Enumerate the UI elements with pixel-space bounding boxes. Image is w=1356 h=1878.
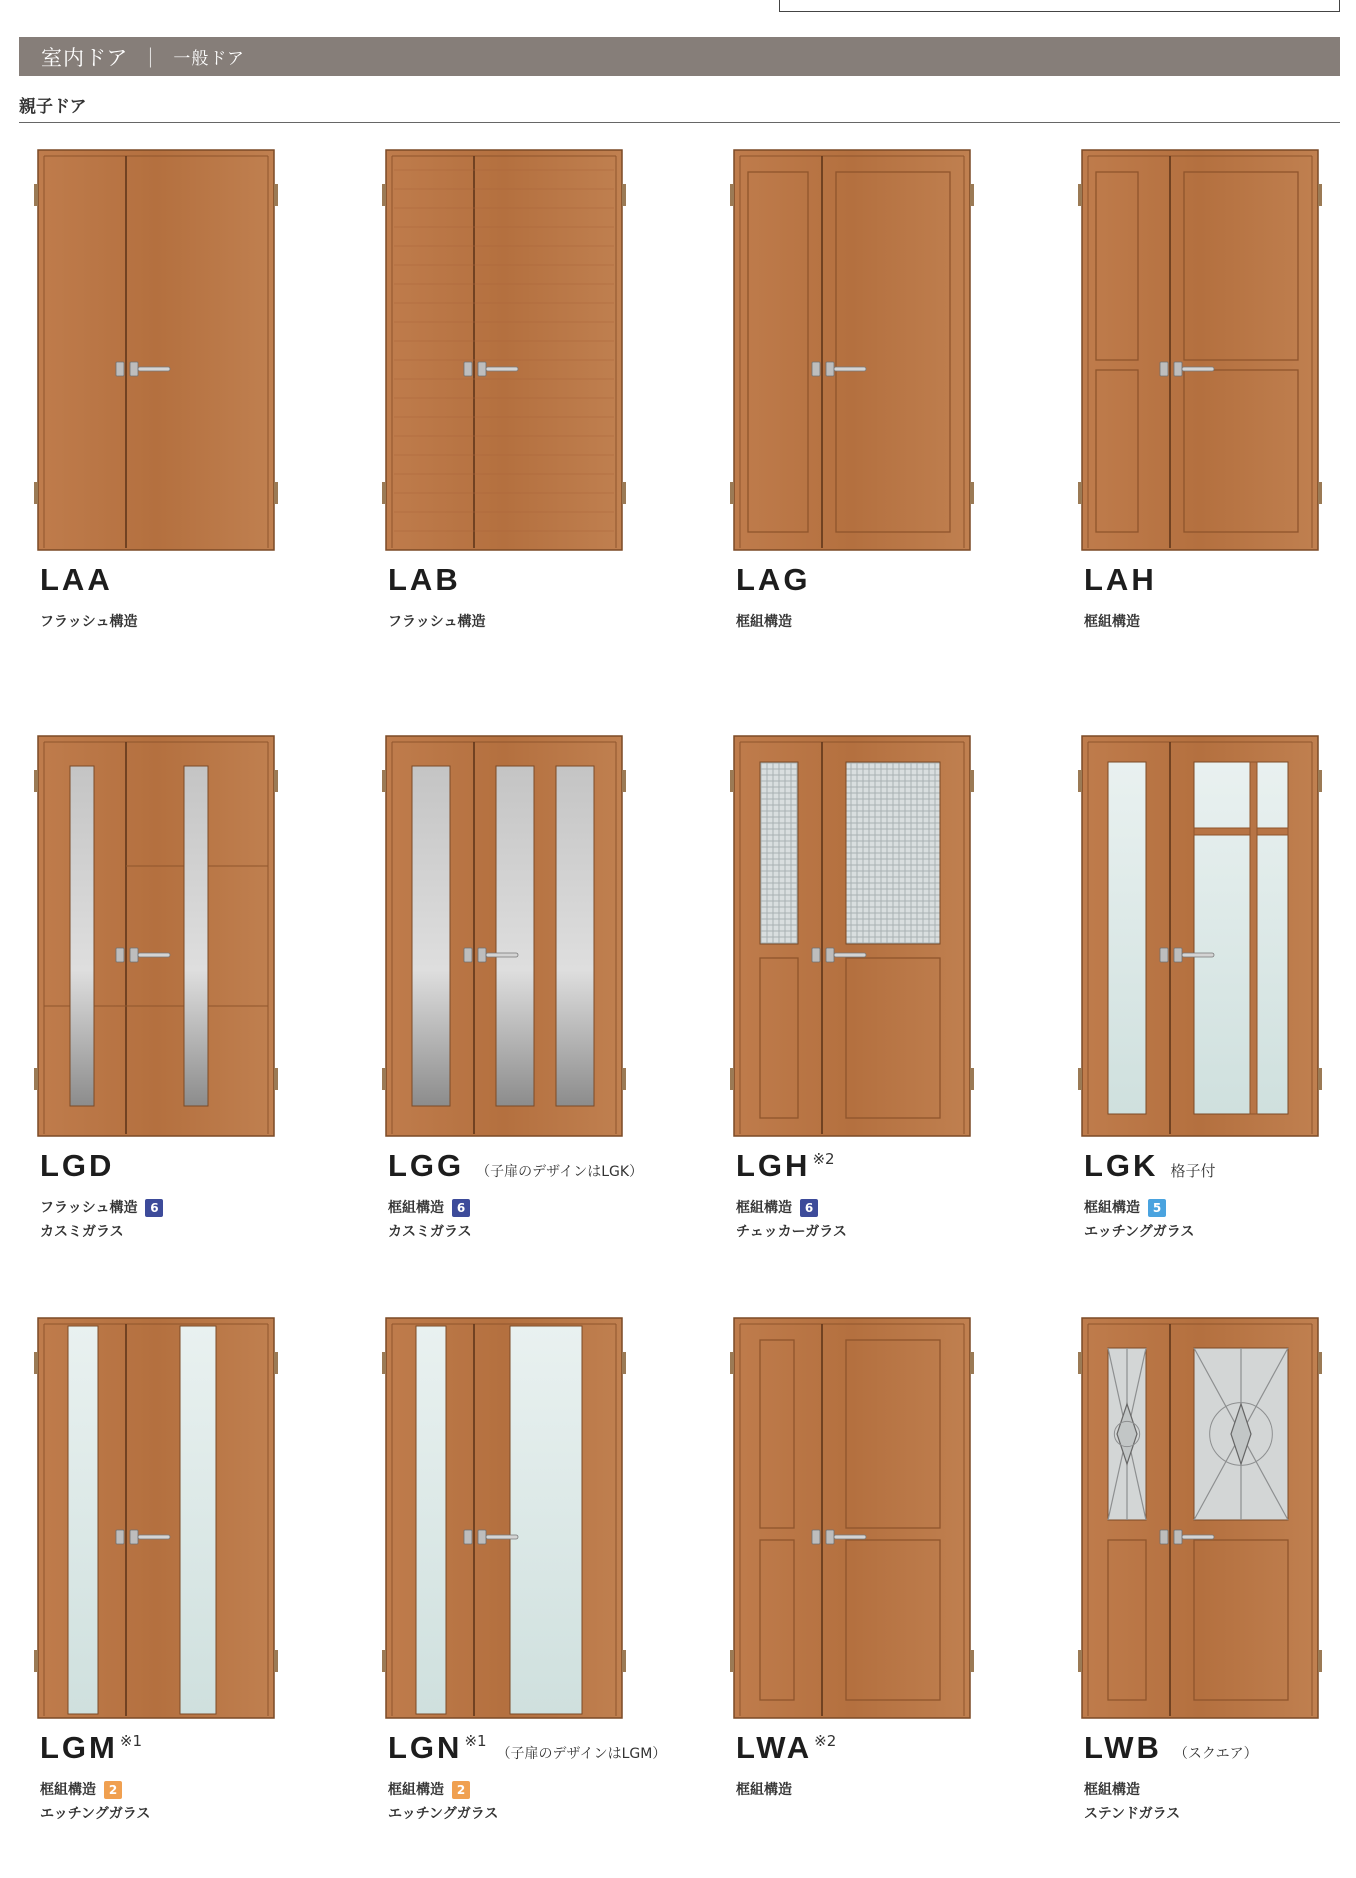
door-spec <box>736 1778 792 1802</box>
door-structure: 框組構造 <box>1084 1200 1140 1216</box>
door-code: LWA <box>736 1730 813 1765</box>
door-image <box>1082 150 1318 550</box>
door-card-lag <box>734 150 1064 710</box>
door-structure: 框組構造 <box>736 1782 792 1798</box>
door-code: LAB <box>388 562 461 597</box>
door-spec <box>1084 1778 1180 1826</box>
door-image <box>38 1318 274 1718</box>
door-glass-type: カスミガラス <box>40 1224 124 1240</box>
door-hinge <box>1318 770 1322 792</box>
door-hinge <box>274 482 278 504</box>
door-code-row <box>40 1730 152 1766</box>
glass-pane <box>496 766 534 1106</box>
handle-rose-left <box>116 948 124 962</box>
handle-rose-left <box>1160 362 1168 376</box>
door-note: （スクエア） <box>1173 1746 1258 1762</box>
door-glass-type: チェッカーガラス <box>736 1224 847 1240</box>
door-spec <box>736 610 792 634</box>
lattice-bar <box>1194 828 1288 835</box>
category-title: 親子ドア <box>19 97 87 117</box>
door-footnote-mark: ※1 <box>119 1732 142 1750</box>
door-hinge <box>622 184 626 206</box>
top-empty-box <box>779 0 1340 12</box>
handle-rose-left <box>464 1530 472 1544</box>
door-hinge <box>34 1068 38 1090</box>
handle-rose <box>1174 948 1182 962</box>
door-hinge <box>622 1352 626 1374</box>
door-spec <box>736 1196 847 1244</box>
door-handle <box>138 367 170 371</box>
door-structure: 框組構造 <box>388 1782 444 1798</box>
door-handle <box>834 953 866 957</box>
door-structure: フラッシュ構造 <box>40 1200 138 1216</box>
door-code: LAA <box>40 562 113 597</box>
door-card-lgm <box>38 1318 368 1878</box>
glass-pane <box>416 1326 446 1714</box>
door-hinge <box>274 770 278 792</box>
door-spec <box>388 610 485 634</box>
door-hinge <box>274 1650 278 1672</box>
door-card-lgh <box>734 736 1064 1296</box>
door-spec <box>1084 1196 1194 1244</box>
door-hinge <box>274 1068 278 1090</box>
handle-rose <box>826 948 834 962</box>
door-card-lwb <box>1082 1318 1356 1878</box>
handle-rose-left <box>812 948 820 962</box>
door-handle <box>486 1535 518 1539</box>
door-hinge <box>382 184 386 206</box>
handle-rose-left <box>464 948 472 962</box>
door-note: （子扉のデザインはLGK） <box>476 1164 644 1180</box>
door-hinge <box>274 1352 278 1374</box>
door-hinge <box>622 1068 626 1090</box>
handle-rose-left <box>116 1530 124 1544</box>
door-note: 格子付 <box>1170 1162 1216 1180</box>
handle-rose-left <box>812 362 820 376</box>
handle-rose <box>478 1530 486 1544</box>
door-handle <box>1182 953 1214 957</box>
door-structure: 框組構造 <box>40 1782 96 1798</box>
door-code: LGN <box>388 1730 463 1765</box>
door-hinge <box>1078 1068 1082 1090</box>
door-glass-type: エッチングガラス <box>40 1806 151 1822</box>
door-hinge <box>622 1650 626 1672</box>
handle-rose-left <box>1160 948 1168 962</box>
door-code: LAH <box>1084 562 1157 597</box>
door-hinge <box>970 1352 974 1374</box>
glass-pane <box>760 762 798 944</box>
door-image <box>1082 736 1318 1136</box>
door-frame <box>38 150 274 550</box>
handle-rose <box>1174 362 1182 376</box>
door-hinge <box>1078 770 1082 792</box>
door-code-row <box>40 562 125 598</box>
door-hinge <box>1078 184 1082 206</box>
door-image <box>38 736 274 1136</box>
door-hinge <box>1318 1068 1322 1090</box>
door-image <box>734 150 970 550</box>
door-code-row <box>736 562 822 598</box>
door-structure: 框組構造 <box>736 1200 792 1216</box>
door-handle <box>1182 1535 1214 1539</box>
door-hinge <box>970 1068 974 1090</box>
door-code-row <box>388 1730 666 1766</box>
handle-rose-left <box>116 362 124 376</box>
door-hinge <box>34 770 38 792</box>
door-glass-type: エッチングガラス <box>388 1806 499 1822</box>
door-code-row <box>1084 1148 1215 1184</box>
door-hinge <box>1318 482 1322 504</box>
door-image <box>734 736 970 1136</box>
door-hinge <box>970 1650 974 1672</box>
glass-pane <box>846 762 940 944</box>
door-code-row <box>736 1730 846 1766</box>
door-hinge <box>970 482 974 504</box>
door-structure: 框組構造 <box>736 614 792 630</box>
door-hinge <box>274 184 278 206</box>
door-glass-type: ステンドガラス <box>1084 1806 1181 1822</box>
door-hinge <box>1078 482 1082 504</box>
door-hinge <box>730 1352 734 1374</box>
handle-rose <box>130 1530 138 1544</box>
glass-pane <box>412 766 450 1106</box>
door-structure: フラッシュ構造 <box>388 614 486 630</box>
door-image <box>386 736 622 1136</box>
handle-rose <box>826 362 834 376</box>
glass-grade-badge: 2 <box>104 1781 122 1799</box>
glass-pane <box>510 1326 582 1714</box>
door-card-lgn <box>386 1318 716 1878</box>
door-handle <box>138 953 170 957</box>
door-hinge <box>730 184 734 206</box>
door-hinge <box>1078 1352 1082 1374</box>
door-code: LGK <box>1084 1148 1159 1183</box>
door-card-lgk <box>1082 736 1356 1296</box>
section-subtitle: 一般ドア <box>173 49 245 69</box>
handle-rose-left <box>812 1530 820 1544</box>
door-code-row <box>388 1148 643 1184</box>
handle-rose <box>478 948 486 962</box>
glass-grade-badge: 5 <box>1148 1199 1166 1217</box>
door-code-row <box>40 1148 126 1184</box>
door-spec <box>388 1196 472 1244</box>
door-hinge <box>1078 1650 1082 1672</box>
door-footnote-mark: ※2 <box>812 1150 835 1168</box>
door-hinge <box>34 482 38 504</box>
door-code: LAG <box>736 562 811 597</box>
door-glass-type: エッチングガラス <box>1084 1224 1195 1240</box>
glass-grade-badge: 6 <box>452 1199 470 1217</box>
section-title: 室内ドア <box>41 45 129 70</box>
door-image <box>386 150 622 550</box>
door-frame <box>386 150 622 550</box>
door-card-lwa <box>734 1318 1064 1878</box>
door-hinge <box>34 1352 38 1374</box>
door-card-lgg <box>386 736 716 1296</box>
door-image <box>734 1318 970 1718</box>
door-footnote-mark: ※1 <box>464 1732 487 1750</box>
door-spec <box>40 1778 150 1826</box>
door-structure: 框組構造 <box>1084 614 1140 630</box>
glass-grade-badge: 2 <box>452 1781 470 1799</box>
glass-pane <box>70 766 94 1106</box>
handle-rose <box>826 1530 834 1544</box>
door-structure: フラッシュ構造 <box>40 614 138 630</box>
door-spec <box>40 610 137 634</box>
door-frame <box>734 150 970 550</box>
door-handle <box>138 1535 170 1539</box>
door-hinge <box>1318 1650 1322 1672</box>
door-handle <box>486 367 518 371</box>
door-code: LWB <box>1084 1730 1162 1765</box>
door-hinge <box>730 1650 734 1672</box>
door-image <box>386 1318 622 1718</box>
door-handle <box>834 1535 866 1539</box>
door-code-row <box>388 562 473 598</box>
door-code: LGM <box>40 1730 118 1765</box>
handle-rose-left <box>1160 1530 1168 1544</box>
door-hinge <box>730 770 734 792</box>
door-hinge <box>34 184 38 206</box>
glass-grade-badge: 6 <box>800 1199 818 1217</box>
handle-rose <box>1174 1530 1182 1544</box>
door-handle <box>486 953 518 957</box>
door-spec <box>1084 610 1140 634</box>
door-note: （子扉のデザインはLGM） <box>496 1746 667 1762</box>
handle-rose-left <box>464 362 472 376</box>
lattice-bar <box>1250 762 1257 1114</box>
glass-pane <box>180 1326 216 1714</box>
door-hinge <box>622 770 626 792</box>
door-hinge <box>382 770 386 792</box>
door-structure: 框組構造 <box>388 1200 444 1216</box>
door-code: LGH <box>736 1148 811 1183</box>
door-image <box>1082 1318 1318 1718</box>
door-hinge <box>1318 1352 1322 1374</box>
door-frame <box>1082 150 1318 550</box>
door-frame <box>734 1318 970 1718</box>
glass-grade-badge: 6 <box>145 1199 163 1217</box>
glass-pane <box>68 1326 98 1714</box>
door-code-row <box>736 1148 845 1184</box>
glass-pane <box>1108 762 1146 1114</box>
glass-pane <box>1194 762 1288 1114</box>
door-spec <box>388 1778 498 1826</box>
door-hinge <box>970 770 974 792</box>
handle-rose <box>130 362 138 376</box>
handle-rose <box>478 362 486 376</box>
section-separator: ｜ <box>140 46 162 70</box>
door-hinge <box>382 482 386 504</box>
door-hinge <box>382 1068 386 1090</box>
door-card-lab <box>386 150 716 710</box>
section-header-bar <box>19 37 1340 76</box>
door-spec <box>40 1196 163 1244</box>
door-footnote-mark: ※2 <box>814 1732 837 1750</box>
door-card-lah <box>1082 150 1356 710</box>
door-code: LGD <box>40 1148 115 1183</box>
door-code-row <box>1084 562 1169 598</box>
door-hinge <box>730 482 734 504</box>
door-glass-type: カスミガラス <box>388 1224 472 1240</box>
door-hinge <box>34 1650 38 1672</box>
door-hinge <box>622 482 626 504</box>
glass-pane <box>184 766 208 1106</box>
door-code: LGG <box>388 1148 465 1183</box>
door-code-row <box>1084 1730 1258 1766</box>
door-card-lgd <box>38 736 368 1296</box>
glass-pane <box>556 766 594 1106</box>
door-structure: 框組構造 <box>1084 1782 1140 1798</box>
door-hinge <box>730 1068 734 1090</box>
handle-rose <box>130 948 138 962</box>
door-hinge <box>382 1650 386 1672</box>
door-hinge <box>970 184 974 206</box>
door-image <box>38 150 274 550</box>
door-hinge <box>1318 184 1322 206</box>
category-divider <box>19 122 1340 123</box>
door-card-laa <box>38 150 368 710</box>
door-hinge <box>382 1352 386 1374</box>
door-handle <box>1182 367 1214 371</box>
door-handle <box>834 367 866 371</box>
